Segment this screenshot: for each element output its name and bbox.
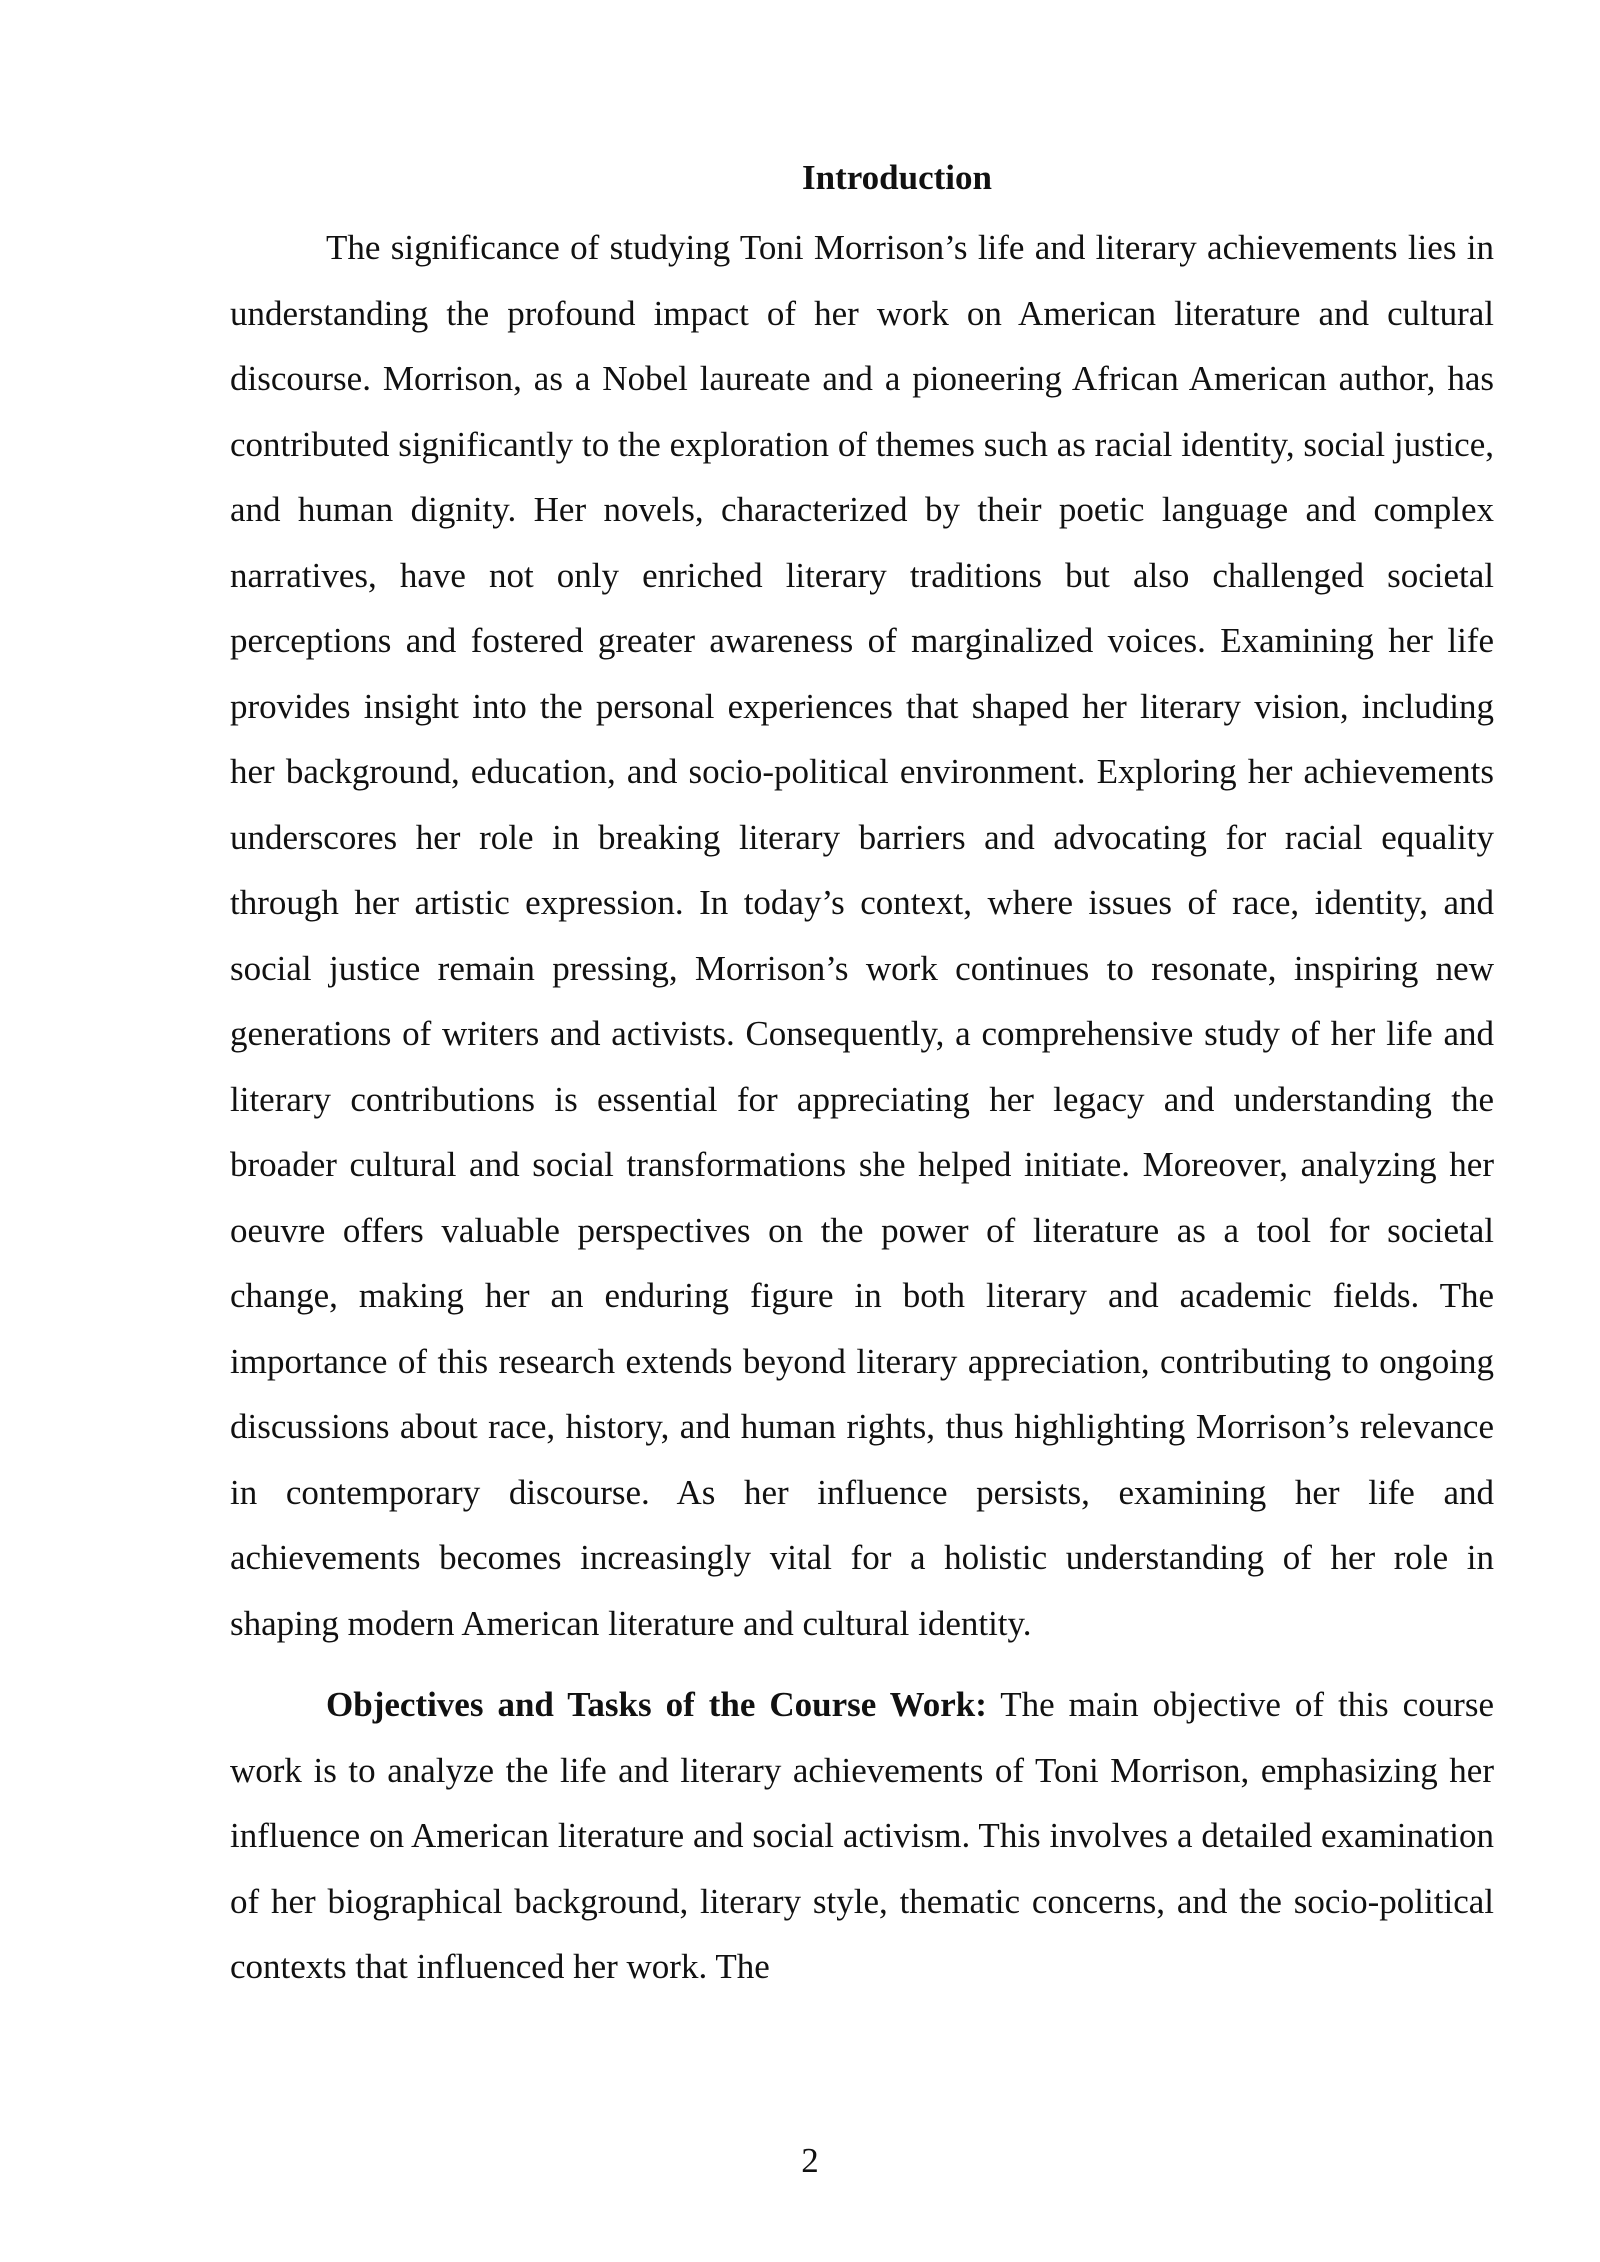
paragraph-text: The main objective of this course work is to analyze the life and literary achievements of Toni Morrison, emphasizing her influence on American literature and social activism. This involves a detailed examination of her biographical background, literary style, thematic concerns, and the socio-political contexts that influenced her work. The [230,1685,1494,1986]
objectives-paragraph [230,1672,1494,2000]
paragraph-text: The significance of studying Toni Morrison’s life and literary achievements lies in understanding the profound impact of her work on American literature and cultural discourse. Morrison, as a Nobel laureate and a pioneering African American author, has contributed significantly to the exploration of themes such as racial identity, social justice, and human dignity. Her novels, characterized by their poetic language and complex narratives, have not only enriched literary traditions but also challenged societal perceptions and fostered greater awareness of marginalized voices. Examining her life provides insight into the personal experiences that shaped her literary vision, including her background, education, and socio-political environment. Exploring her achievements underscores her role in breaking literary barriers and advocating for racial equality through her artistic expression. In today’s context, where issues of race, identity, and social justice remain pressing, Morrison’s work continues to resonate, inspiring new generations of writers and activists. Consequently, a comprehensive study of her life and literary contributions is essential for appreciating her legacy and understanding the broader cultural and social transformations she helped initiate. Moreover, analyzing her oeuvre offers valuable perspectives on the power of literature as a tool for societal change, making her an enduring figure in both literary and academic fields. The importance of this research extends beyond literary appreciation, contributing to ongoing discussions about race, history, and human rights, thus highlighting Morrison’s relevance in contemporary discourse. As her influence persists, examining her life and achievements becomes increasingly vital for a holistic understanding of her role in shaping modern American literature and cultural identity. [230,228,1494,1643]
paragraph-lead: Objectives and Tasks of the Course Work: [326,1685,987,1724]
page-number: 2 [801,2141,819,2180]
page-body [230,150,1494,2000]
section-heading: Introduction [802,158,992,197]
intro-paragraph [230,215,1494,1656]
